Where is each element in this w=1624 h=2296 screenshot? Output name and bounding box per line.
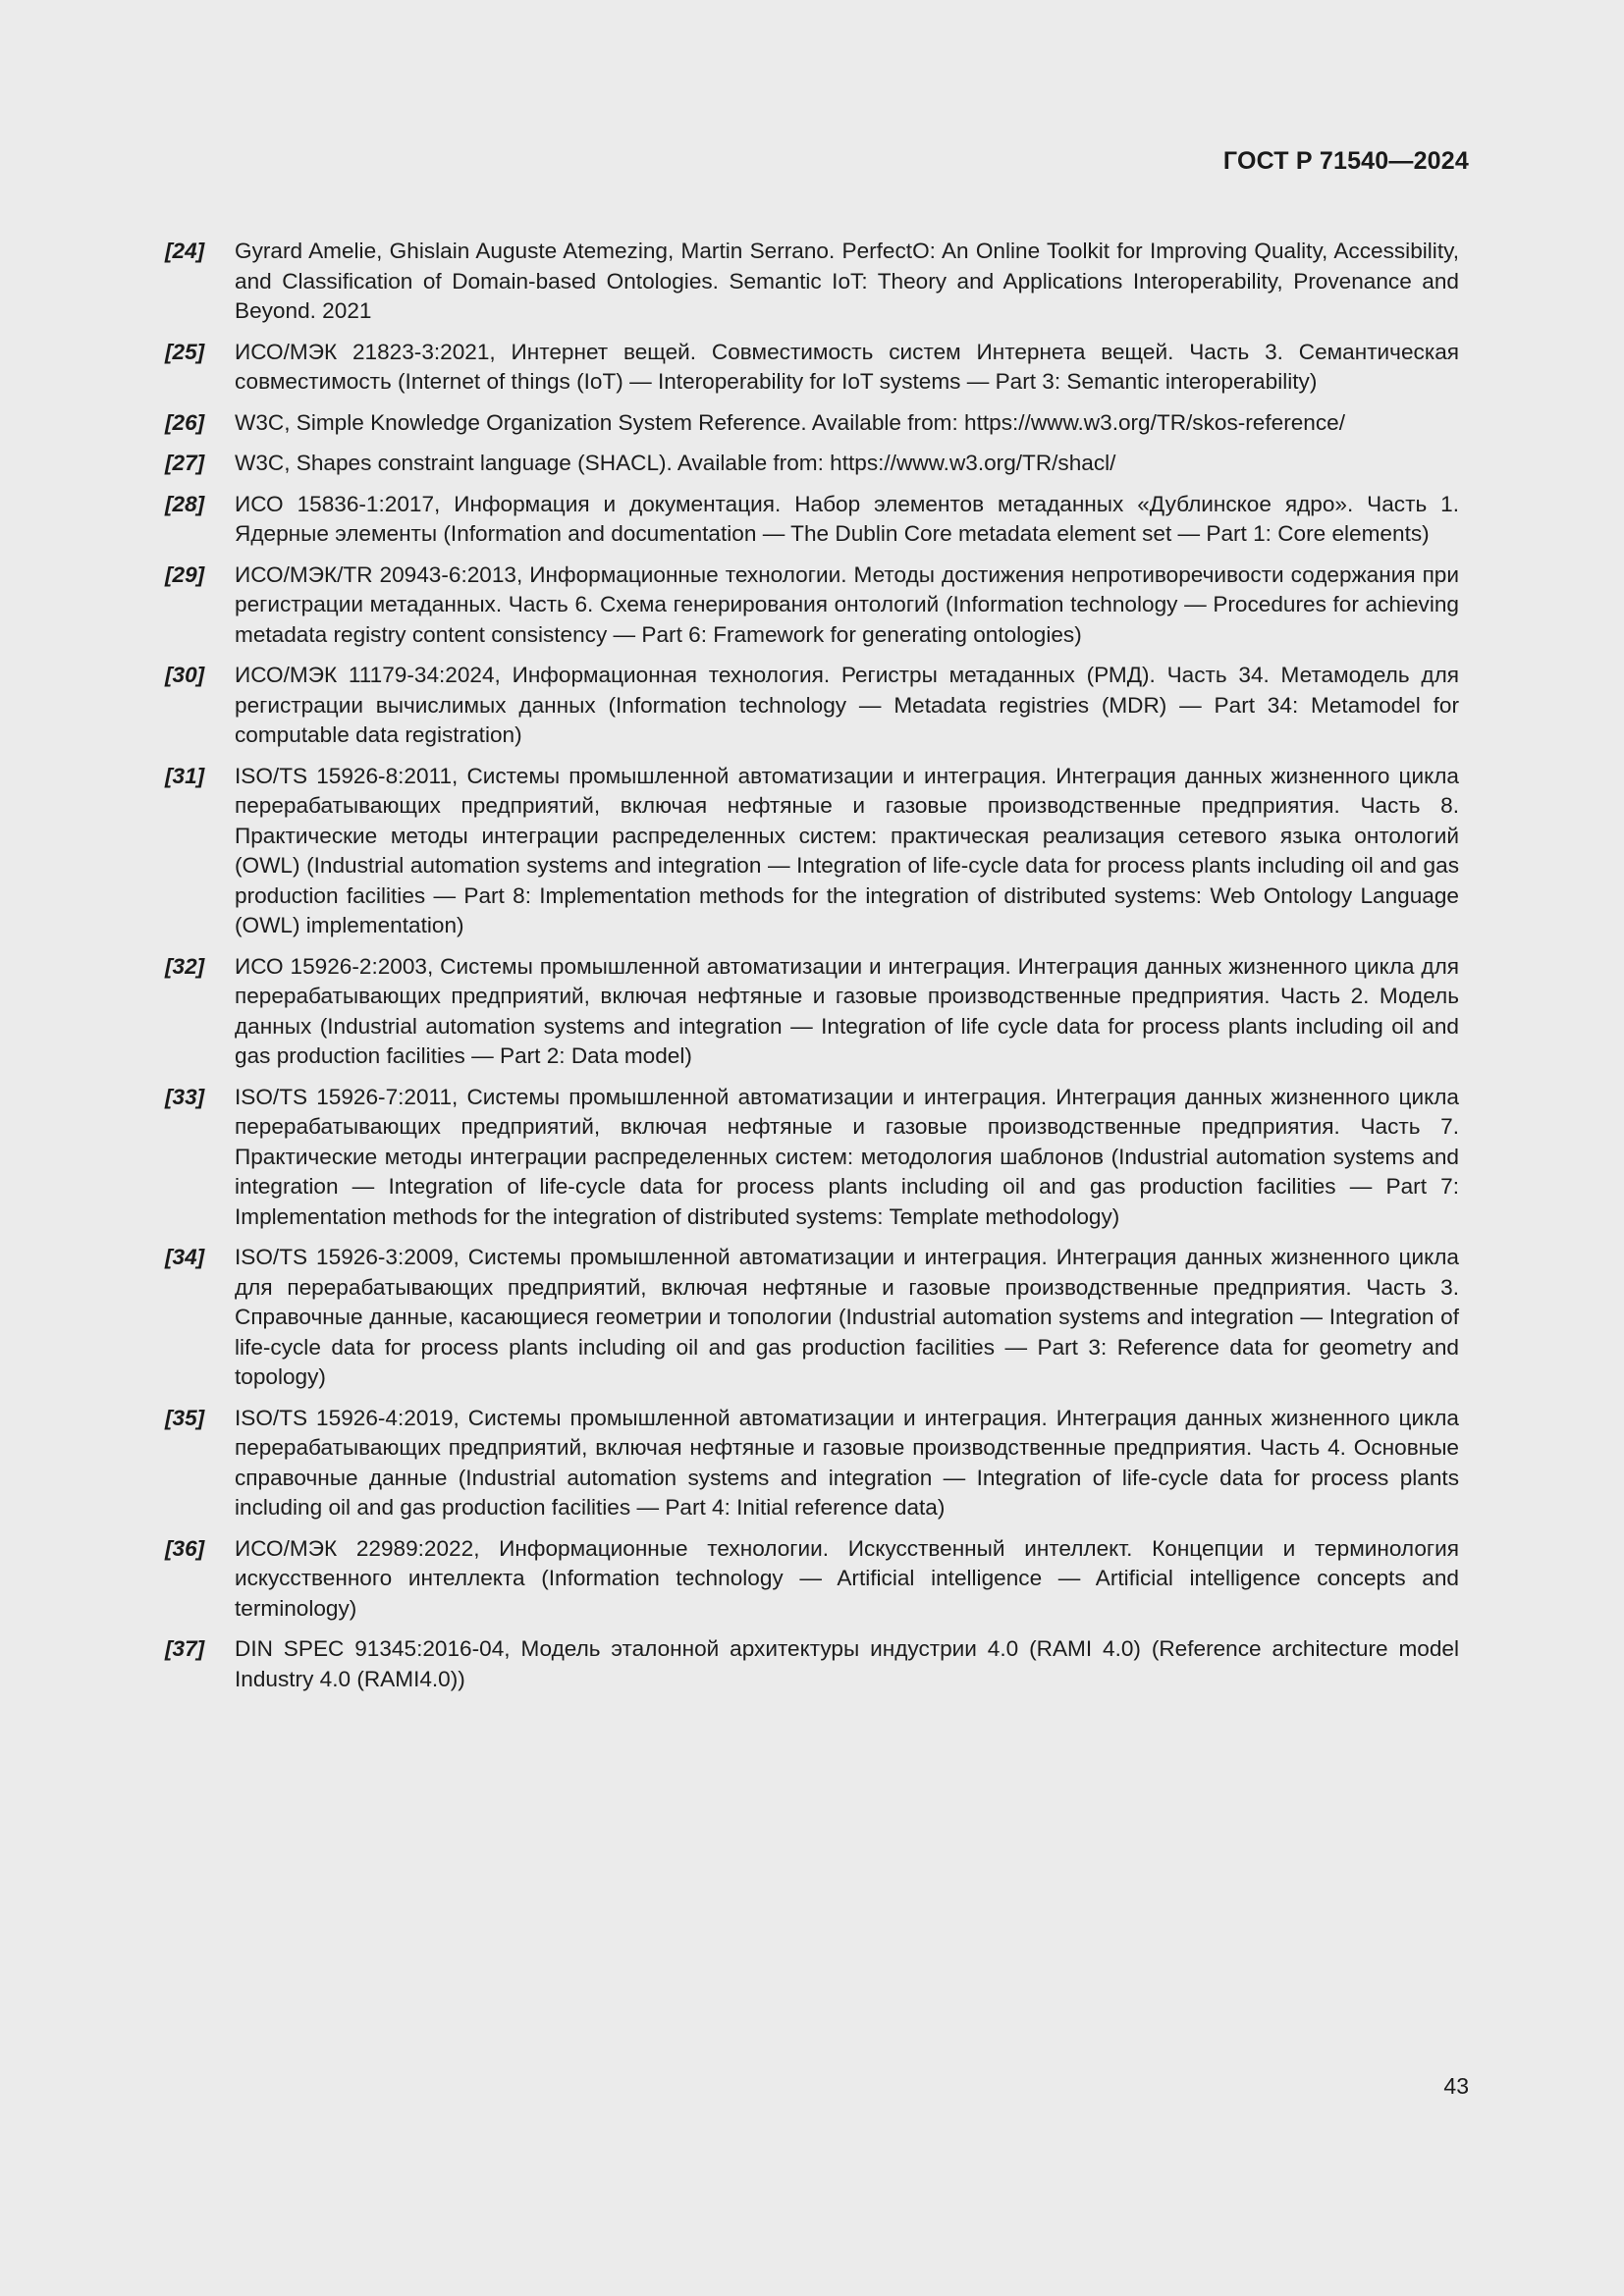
reference-text: ИСО 15926-2:2003, Системы промышленной автоматизации и интеграция. Интеграция данных жизненного цикла для перерабатывающих предприятий, включая нефтяные и газовые производственные предприятия. Часть 2. Модель данных (Industrial automation systems and integration — Integration of life cycle data for process plants including oil and gas production facilities — Part 2: Data model) bbox=[235, 953, 1459, 1068]
reference-text: ISO/TS 15926-3:2009, Системы промышленной автоматизации и интеграция. Интеграция данных жизненного цикла для перерабатывающих предприятий, включая нефтяные и газовые производственные предприятия. Часть 3. Справочные данные, касающиеся геометрии и топологии (Industrial automation systems and integration — Integration of life-cycle data for process plants including oil and gas production facilities — Part 3: Reference data for geometry and topology) bbox=[235, 1245, 1459, 1389]
reference-number: [34] bbox=[165, 1245, 205, 1269]
reference-number: [26] bbox=[165, 409, 205, 435]
reference-item bbox=[165, 762, 1459, 941]
reference-number: [27] bbox=[165, 451, 205, 475]
reference-number: [28] bbox=[165, 491, 205, 516]
reference-item bbox=[165, 338, 1459, 398]
reference-text: Gyrard Amelie, Ghislain Auguste Atemezing, Martin Serrano. PerfectO: An Online Toolkit for Improving Quality, Accessibility, and Classification of Domain-based Ontologies. Semantic IoT: Theory and Applications Interoperability, Provenance and Beyond. 2021 bbox=[235, 239, 1459, 323]
reference-number: [33] bbox=[165, 1084, 205, 1109]
reference-text: ИСО/МЭК 11179-34:2024, Информационная технология. Регистры метаданных (РМД). Часть 34. Метамодель для регистрации вычислимых данных (Information technology — Metadata registries (MDR) — Part 34: Metamodel for computable data registration) bbox=[235, 663, 1459, 747]
reference-number: [37] bbox=[165, 1636, 205, 1661]
reference-item bbox=[165, 449, 1459, 479]
reference-text: ИСО/МЭК 22989:2022, Информационные технологии. Искусственный интеллект. Концепции и терминология искусственного интеллекта (Information technology — Artificial intelligence — Artificial intelligence concepts and terminology) bbox=[235, 1535, 1459, 1621]
reference-number: [29] bbox=[165, 561, 205, 587]
reference-number: [35] bbox=[165, 1405, 205, 1430]
reference-item bbox=[165, 1243, 1459, 1393]
reference-item bbox=[165, 408, 1459, 439]
reference-number: [32] bbox=[165, 953, 205, 979]
reference-text: W3C, Simple Knowledge Organization System Reference. Available from: https://www.w3.org/TR/skos-reference/ bbox=[235, 409, 1345, 435]
reference-item bbox=[165, 952, 1459, 1072]
document-code: ГОСТ Р 71540—2024 bbox=[1222, 147, 1469, 175]
reference-item bbox=[165, 237, 1459, 327]
reference-item bbox=[165, 490, 1459, 550]
reference-item bbox=[165, 561, 1459, 651]
reference-text: ISO/TS 15926-4:2019, Системы промышленной автоматизации и интеграция. Интеграция данных жизненного цикла перерабатывающих предприятий, включая нефтяные и газовые производственные предприятия. Часть 4. Основные справочные данные (Industrial automation systems and integration — Integration of life-cycle data for process plants including oil and gas production facilities — Part 4: Initial reference data) bbox=[235, 1405, 1459, 1520]
bibliography-list bbox=[165, 237, 1459, 1705]
reference-number: [24] bbox=[165, 239, 205, 263]
reference-item bbox=[165, 1634, 1459, 1694]
page-number: 43 bbox=[1443, 2073, 1469, 2099]
reference-number: [31] bbox=[165, 763, 205, 788]
reference-item bbox=[165, 661, 1459, 751]
reference-text: W3C, Shapes constraint language (SHACL). Available from: https://www.w3.org/TR/shacl/ bbox=[235, 451, 1116, 475]
reference-number: [25] bbox=[165, 339, 205, 364]
reference-number: [36] bbox=[165, 1535, 205, 1561]
reference-item bbox=[165, 1534, 1459, 1625]
reference-text: DIN SPEC 91345:2016-04, Модель эталонной архитектуры индустрии 4.0 (RAMI 4.0) (Reference architecture model Industry 4.0 (RAMI4.0)) bbox=[235, 1636, 1459, 1691]
reference-text: ISO/TS 15926-8:2011, Системы промышленной автоматизации и интеграция. Интеграция данных жизненного цикла перерабатывающих предприятий, включая нефтяные и газовые производственные предприятия. Часть 8. Практические методы интеграции распределенных систем: практическая реализация сетевого языка онтологий (OWL) (Industrial automation systems and integration — Integration of life-cycle data for process plants including oil and gas production facilities — Part 8: Implementation methods for the integration of distributed systems: Web Ontology Language (OWL) implementation) bbox=[235, 763, 1459, 937]
reference-text: ИСО/МЭК/TR 20943-6:2013, Информационные технологии. Методы достижения непротиворечивости содержания при регистрации метаданных. Часть 6. Схема генерирования онтологий (Information technology — Procedures for achieving metadata registry content consistency — Part 6: Framework for generating ontologies) bbox=[235, 561, 1459, 647]
reference-item bbox=[165, 1083, 1459, 1233]
reference-text: ИСО 15836-1:2017, Информация и документация. Набор элементов метаданных «Дублинское ядро». Часть 1. Ядерные элементы (Information and documentation — The Dublin Core metadata element set — Part 1: Core elements) bbox=[235, 491, 1459, 546]
reference-number: [30] bbox=[165, 663, 205, 687]
reference-text: ISO/TS 15926-7:2011, Системы промышленной автоматизации и интеграция. Интеграция данных жизненного цикла перерабатывающих предприятий, включая нефтяные и газовые производственные предприятия. Часть 7. Практические методы интеграции распределенных систем: методология шаблонов (Industrial automation systems and integration — Integration of life-cycle data for process plants including oil and gas production facilities — Part 7: Implementation methods for the integration of distributed systems: Template methodology) bbox=[235, 1084, 1459, 1229]
reference-item bbox=[165, 1404, 1459, 1523]
reference-text: ИСО/МЭК 21823-3:2021, Интернет вещей. Совместимость систем Интернета вещей. Часть 3. Семантическая совместимость (Internet of things (IoT) — Interoperability for IoT systems — Part 3: Semantic interoperability) bbox=[235, 339, 1459, 394]
